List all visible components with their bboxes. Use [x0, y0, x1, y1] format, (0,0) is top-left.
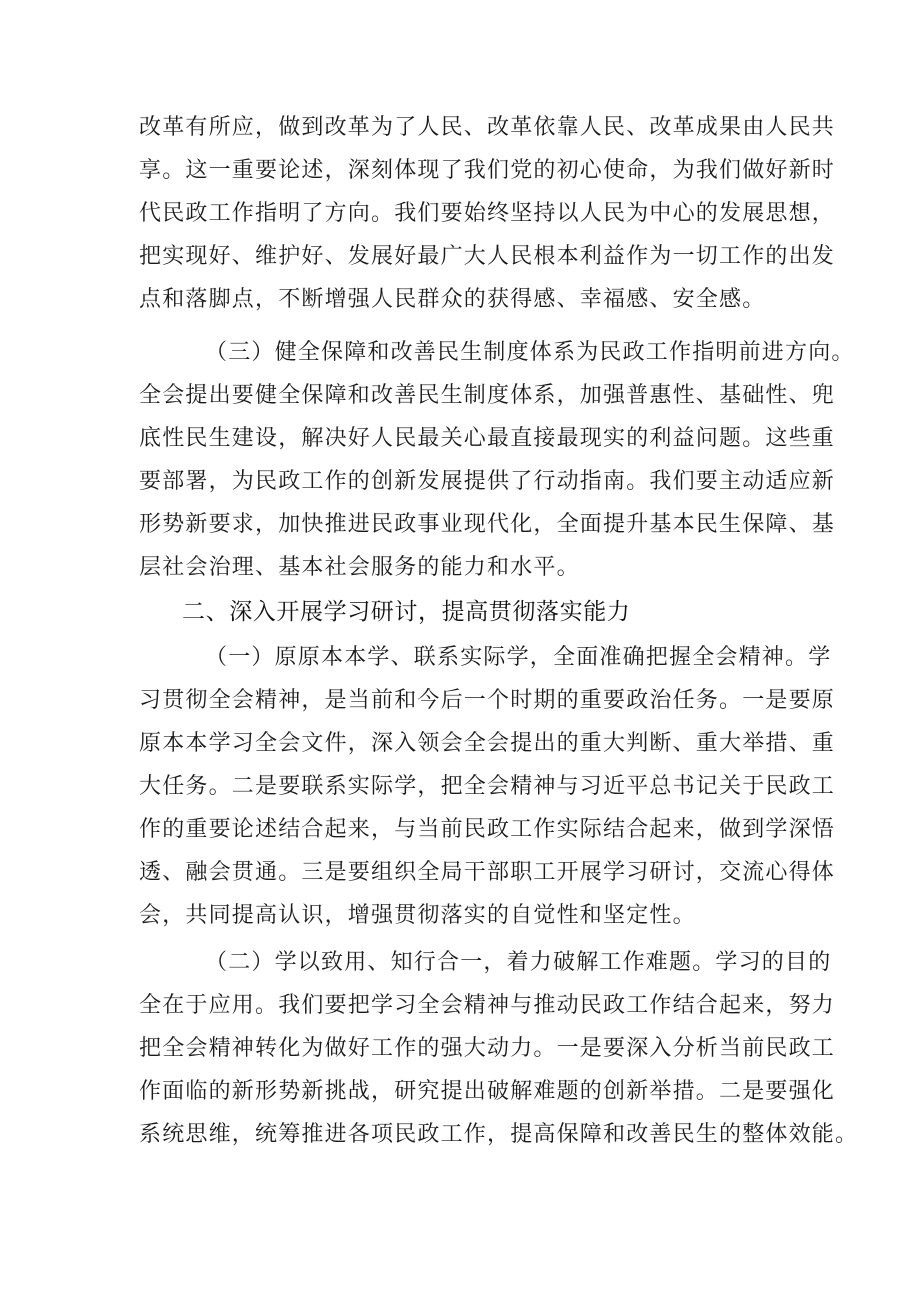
- text-line: 底性民生建设，解决好人民最关心最直接最现实的利益问题。这些重: [139, 426, 836, 451]
- text-line: 把全会精神转化为做好工作的强大动力。一是要深入分析当前民政工: [139, 1036, 836, 1061]
- text-line: 作的重要论述结合起来，与当前民政工作实际结合起来，做到学深悟: [139, 817, 836, 842]
- text-line: 享。这一重要论述，深刻体现了我们党的初心使命，为我们做好新时: [139, 158, 836, 183]
- text-line: 透、融会贯通。三是要组织全局干部职工开展学习研讨，交流心得体: [139, 860, 836, 885]
- paragraph-start-line: （一）原原本本学、联系实际学，全面准确把握全会精神。学: [205, 645, 832, 670]
- text-line: 全在于应用。我们要把学习全会精神与推动民政工作结合起来，努力: [139, 993, 836, 1018]
- text-line: 习贯彻全会精神，是当前和今后一个时期的重要政治任务。一是要原: [139, 688, 836, 713]
- text-line: 全会提出要健全保障和改善民生制度体系，加强普惠性、基础性、兜: [139, 383, 836, 408]
- text-line: 层社会治理、基本社会服务的能力和水平。: [139, 555, 580, 580]
- text-line: 大任务。二是要联系实际学，把全会精神与习近平总书记关于民政工: [139, 774, 836, 799]
- text-line: 代民政工作指明了方向。我们要始终坚持以人民为中心的发展思想，: [139, 201, 836, 226]
- text-line: 作面临的新形势新挑战，研究提出破解难题的创新举措。二是要强化: [139, 1079, 836, 1104]
- text-line: 系统思维，统筹推进各项民政工作，提高保障和改善民生的整体效能。: [139, 1122, 859, 1147]
- paragraph-start-line: （二）学以致用、知行合一，着力破解工作难题。学习的目的: [205, 950, 832, 975]
- text-line: 要部署，为民政工作的创新发展提供了行动指南。我们要主动适应新: [139, 469, 836, 494]
- text-line: 原本本学习全会文件，深入领会全会提出的重大判断、重大举措、重: [139, 731, 836, 756]
- paragraph-start-line: （三）健全保障和改善民生制度体系为民政工作指明前进方向。: [205, 340, 855, 365]
- text-line: 点和落脚点，不断增强人民群众的获得感、幸福感、安全感。: [139, 287, 766, 312]
- text-line: 形势新要求，加快推进民政事业现代化，全面提升基本民生保障、基: [139, 512, 836, 537]
- text-line: 改革有所应，做到改革为了人民、改革依靠人民、改革成果由人民共: [139, 115, 836, 140]
- text-line: 会，共同提高认识，增强贯彻落实的自觉性和坚定性。: [139, 903, 696, 928]
- section-heading: 二、深入开展学习研讨，提高贯彻落实能力: [182, 599, 631, 625]
- text-line: 把实现好、维护好、发展好最广大人民根本利益作为一切工作的出发: [139, 244, 836, 269]
